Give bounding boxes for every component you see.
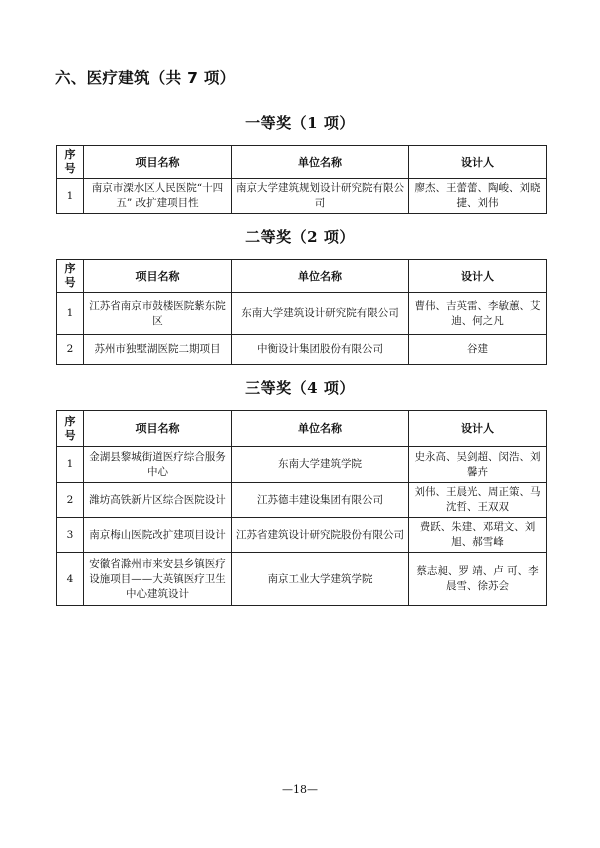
seq-header-line1: 序: [64, 414, 76, 428]
seq-header: [57, 411, 84, 447]
third-prize-table: [56, 410, 547, 606]
row-seq: 2: [57, 335, 84, 365]
row-project: 潍坊高铁新片区综合医院设计: [84, 483, 232, 518]
table-row: [57, 518, 547, 553]
row-project: 南京市溧水区人民医院“十四五” 改扩建项目性: [84, 179, 232, 214]
row-designers: 刘伟、王晨光、周正策、马沈哲、王双双: [409, 483, 547, 518]
third-prize-heading: 三等奖（4 项）: [245, 379, 355, 397]
table-row: [57, 447, 547, 483]
designers-header: 设计人: [409, 411, 547, 447]
seq-header: [57, 146, 84, 179]
project-name-header: 项目名称: [84, 146, 232, 179]
designers-header: 设计人: [409, 146, 547, 179]
seq-header-line1: 序: [64, 262, 76, 275]
row-seq: 4: [57, 553, 84, 606]
row-designers: 曹伟、吉英雷、李敏蕙、艾迪、何之凡: [409, 293, 547, 335]
table-header-row: [57, 260, 547, 293]
row-unit: 东南大学建筑设计研究院有限公司: [232, 293, 409, 335]
table-row: [57, 483, 547, 518]
row-unit: 江苏德丰建设集团有限公司: [232, 483, 409, 518]
row-designers: 费跃、朱建、邓珺文、刘旭、郝雪峰: [409, 518, 547, 553]
row-designers: 谷建: [409, 335, 547, 365]
row-unit: 中衡设计集团股份有限公司: [232, 335, 409, 365]
table-header-row: [57, 146, 547, 179]
page-number: —18—: [282, 783, 318, 796]
table-row: [57, 293, 547, 335]
project-name-header: 项目名称: [84, 411, 232, 447]
project-name-header: 项目名称: [84, 260, 232, 293]
row-unit: 南京工业大学建筑学院: [232, 553, 409, 606]
designers-header: 设计人: [409, 260, 547, 293]
second-prize-heading: 二等奖（2 项）: [245, 228, 355, 246]
row-seq: 1: [57, 293, 84, 335]
section-title: 六、医疗建筑（共 7 项）: [55, 69, 236, 87]
unit-name-header: 单位名称: [232, 411, 409, 447]
row-project: 南京梅山医院改扩建项目设计: [84, 518, 232, 553]
row-project: 苏州市独墅湖医院二期项目: [84, 335, 232, 365]
seq-header: [57, 260, 84, 293]
table-row: [57, 179, 547, 214]
table-row: [57, 335, 547, 365]
row-unit: 东南大学建筑学院: [232, 447, 409, 483]
row-unit: 江苏省建筑设计研究院股份有限公司: [232, 518, 409, 553]
second-prize-table: [56, 259, 547, 365]
table-row: [57, 553, 547, 606]
first-prize-heading: 一等奖（1 项）: [245, 114, 355, 132]
row-seq: 3: [57, 518, 84, 553]
seq-header-line1: 序: [64, 148, 76, 161]
row-project: 安徽省滁州市来安县乡镇医疗设施项目——大英镇医疗卫生中心建筑设计: [84, 553, 232, 606]
row-seq: 1: [57, 179, 84, 214]
table-header-row: [57, 411, 547, 447]
row-seq: 1: [57, 447, 84, 483]
row-designers: 廖杰、王蕾蕾、陶峻、刘晓捷、刘伟: [409, 179, 547, 214]
seq-header-line2: 号: [64, 428, 76, 442]
seq-header-line2: 号: [64, 162, 76, 175]
row-project: 江苏省南京市鼓楼医院紫东院区: [84, 293, 232, 335]
unit-name-header: 单位名称: [232, 146, 409, 179]
row-seq: 2: [57, 483, 84, 518]
first-prize-table: [56, 145, 547, 214]
row-designers: 史永高、吴剑超、闵浩、刘馨卉: [409, 447, 547, 483]
seq-header-line2: 号: [64, 276, 76, 289]
row-unit: 南京大学建筑规划设计研究院有限公司: [232, 179, 409, 214]
row-project: 金湖县黎城街道医疗综合服务中心: [84, 447, 232, 483]
row-designers: 蔡志昶、罗 靖、卢 可、李晨雪、徐苏会: [409, 553, 547, 606]
unit-name-header: 单位名称: [232, 260, 409, 293]
